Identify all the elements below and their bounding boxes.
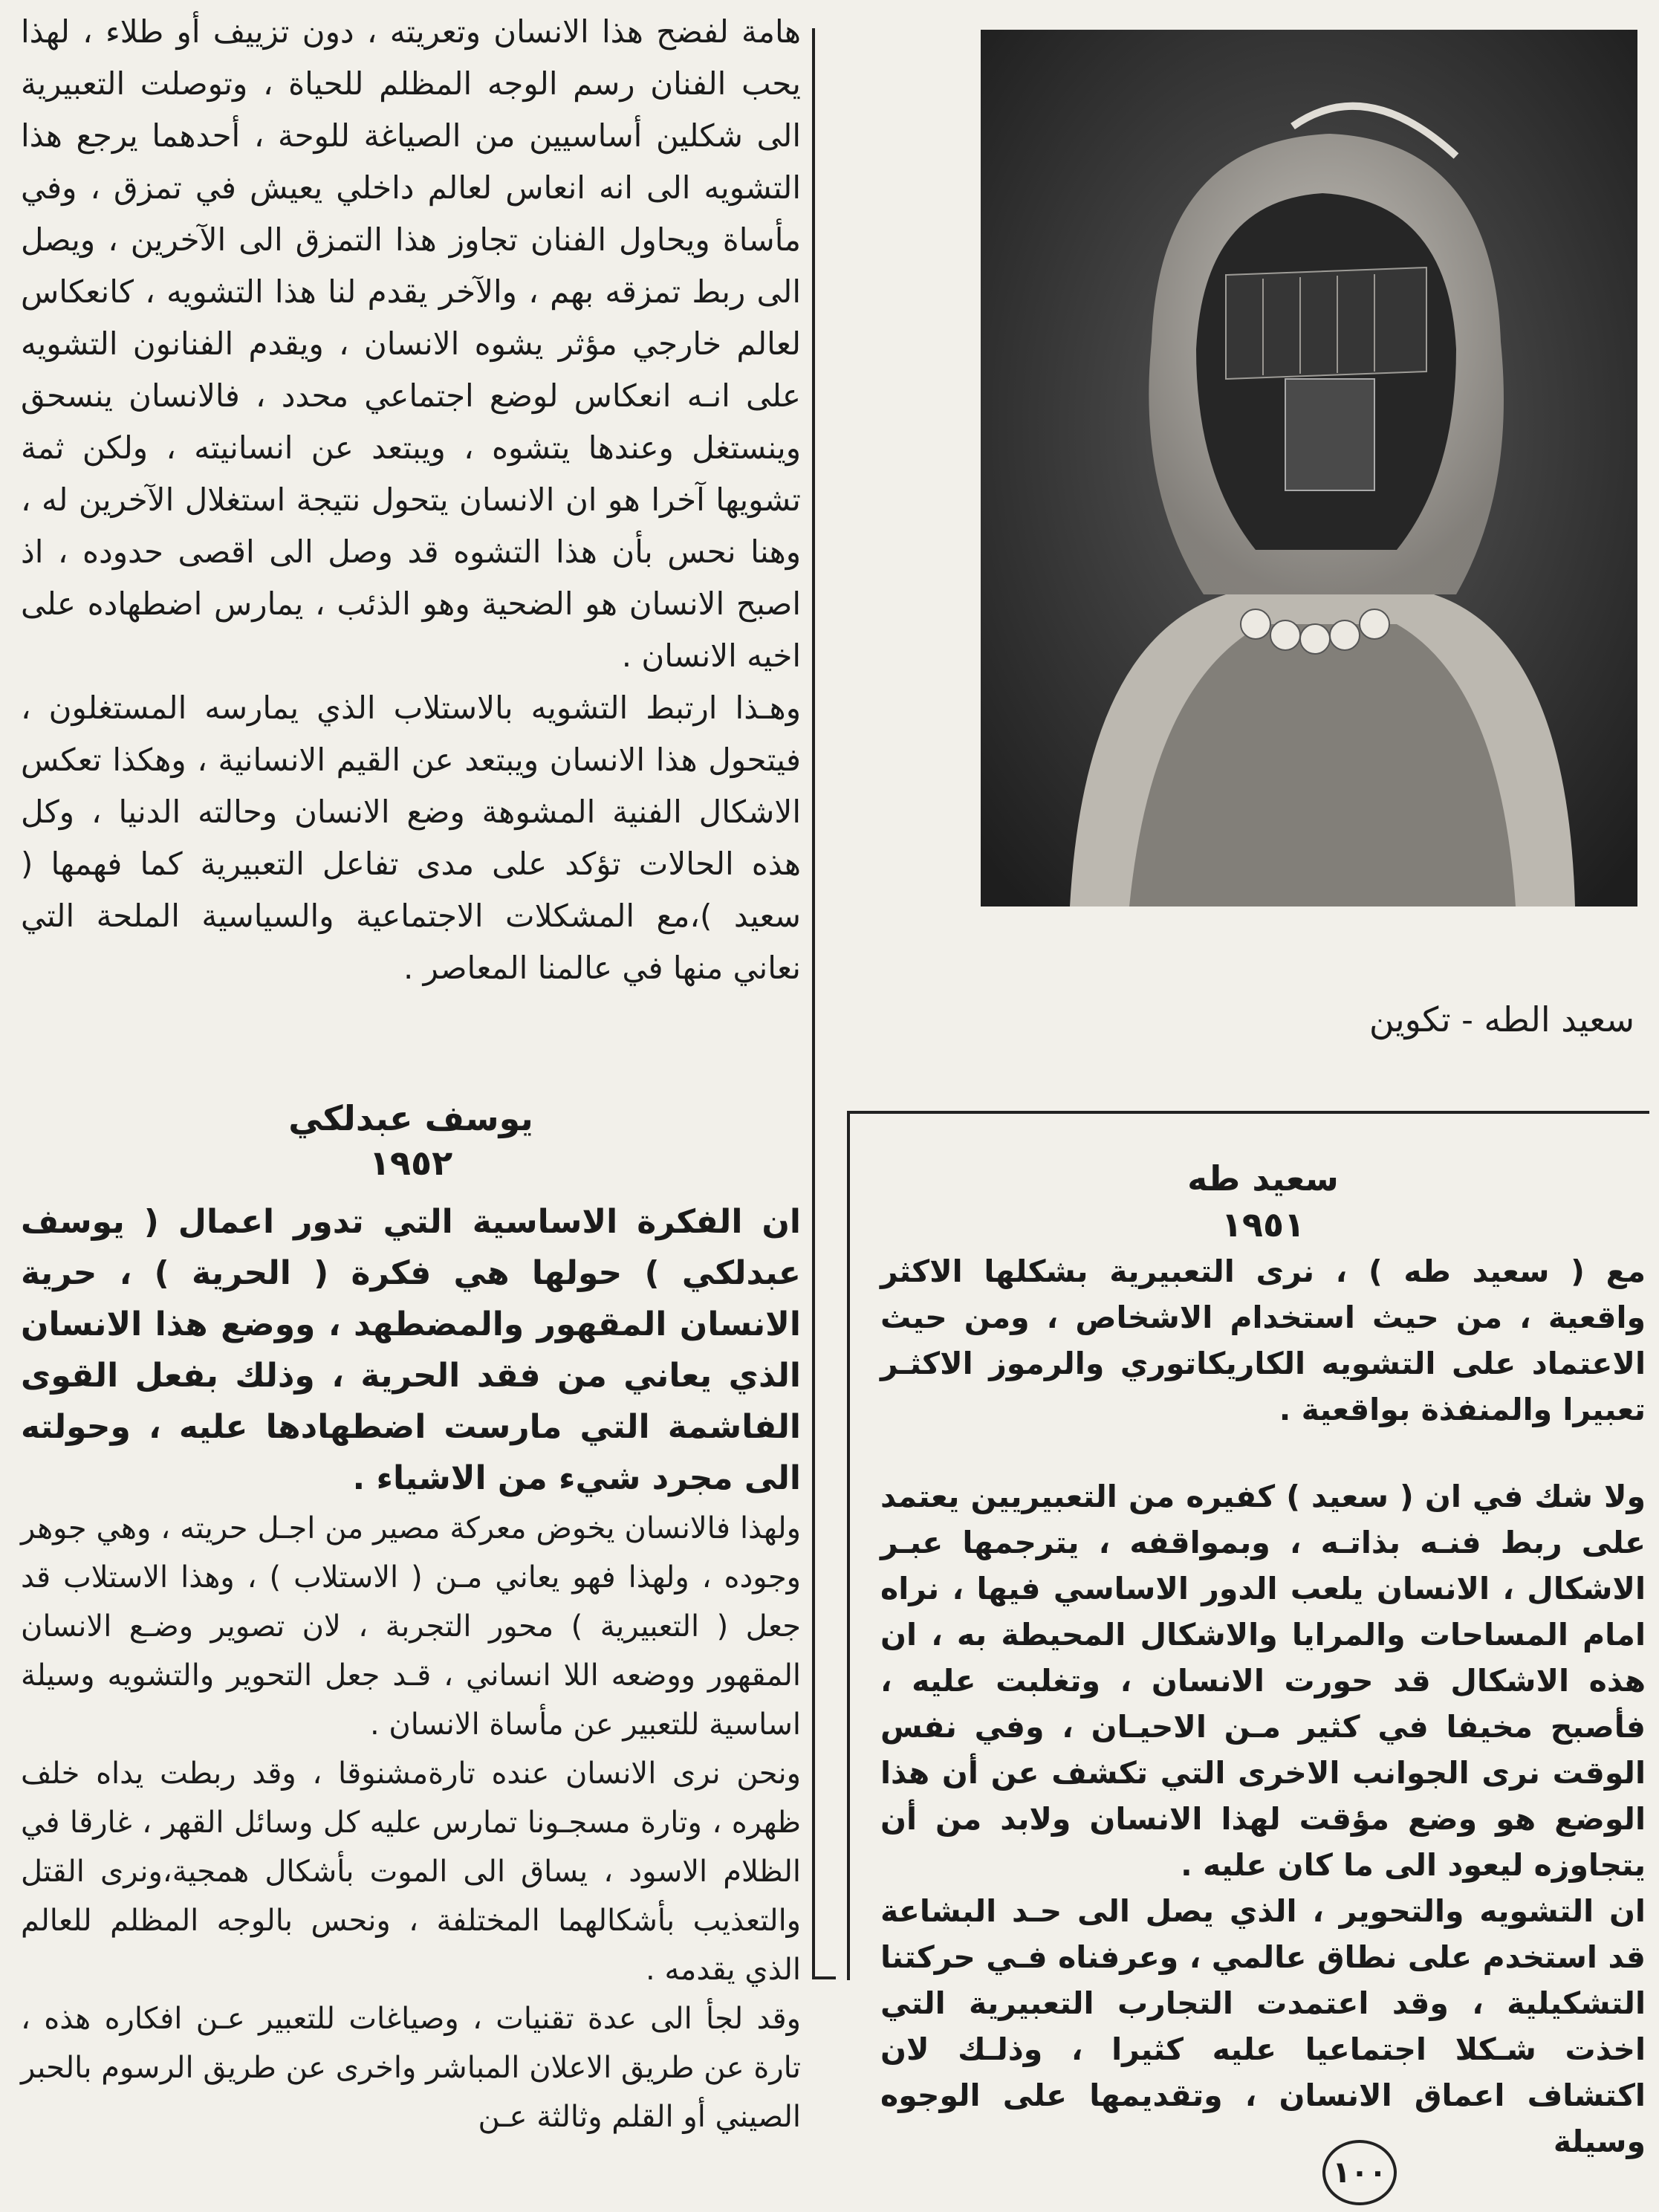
paragraph: ان التشويه والتحوير ، الذي يصل الى حـد البشاعة قد استخدم على نطاق عالمي ، وعرفناه فـي حركتنا التشكيلية ، وقد اعتمدت التجارب التعبيرية التي اخذت شـكلا اجتماعيا عليه كثيرا ، وذلـك لان اكتشاف اعماق الانسان ، وتقديمها على الوجوه وسيلة: [880, 1893, 1646, 2159]
artwork-photo: [981, 30, 1637, 906]
box-border-top: [847, 1111, 1649, 1114]
paragraph: هامة لفضح هذا الانسان وتعريته ، دون تزييف أو طلاء ، لهذا يحب الفنان رسم الوجه المظلم للحياة ، وتوصلت التعبيرية الى شكلين أساسيين من الصياغة للوحة ، أحدهما يرجع هذا التشويه الى انه انعاس لعالم داخلي يعيش في تمزق ، وفي مأساة ويحاول الفنان تجاوز هذا التمزق الى الآخرين ، ويصل الى ربط تمزقه بهم ، والآخر يقدم لنا هذا التشويه ، كانعكاس لعالم خارجي مؤثر يشوه الانسان ، ويقدم الفنانون التشويه على انـه انعكاس لوضع اجتماعي محدد ، فالانسان ينسحق وينستغل وعندها يتشوه ، ويبتعد عن انسانيته ، ولكن ثمة تشويها آخرا هو ان الانسان يتحول نتيجة استغلال الآخرين له ، وهنا نحس بأن هذا التشوه قد وصل الى اقصى حدوده ، اذ اصبح الانسان هو الضحية وهو الذئب ، يمارس اضطهاده على اخيه الانسان .: [21, 13, 801, 674]
paragraph: ولا شك في ان ( سعيد ) كفيره من التعبيريين يعتمد على ربط فنـه بذاتـه ، وبمواقفه ، يترجمها عبـر الاشكال ، الانسان يلعب الدور الاساسي فيها ، نراه امام المساحات والمرايا والاشكال المحيطة به ، ان هذه الاشكال قد حورت الانسان ، وتغلبت عليه ، فأصبح مخيفا في كثير مـن الاحيـان ، وفي نفس الوقت نرى الجوانب الاخرى التي تكشف عن أن هذا الوضع هو وضع مؤقت لهذا الانسان ولابد من أن يتجاوزه ليعود الى ما كان عليه .: [880, 1479, 1646, 1883]
section-heading-saeed-taha: [877, 1155, 1649, 1248]
section-year: ١٩٥١: [1221, 1204, 1305, 1245]
left-column-top-text: [21, 6, 801, 994]
left-column-bottom-text: [21, 1196, 801, 2141]
paragraph: ونحن نرى الانسان عنده تارةمشنوقا ، وقد ربطت يداه خلف ظهره ، وتارة مسجـونا تمارس عليه كل وسائل القهر ، غارقا في الظلام الاسود ، يساق الى الموت بأشكال همجية،ونرى القتل والتعذيب بأشكالهما المختلفة ، ونحس بالوجه المظلم للعالم الذي يقدمه .: [21, 1757, 801, 1987]
section-heading-abdelki: [21, 1096, 801, 1185]
section-title: سعيد طه: [1187, 1158, 1339, 1199]
column-divider-foot: [812, 1976, 836, 1979]
paragraph: وقد لجأ الى عدة تقنيات ، وصياغات للتعبير عـن افكاره هذه ، تارة عن طريق الاعلان المباشر واخرى عن طريق الرسوم بالحبر الصيني أو القلم وثالثة عـن: [21, 2002, 801, 2134]
page-number: ١٠٠: [1322, 2140, 1397, 2205]
column-divider: [812, 28, 815, 1979]
paragraph: ولهذا فالانسان يخوض معركة مصير من اجـل حريته ، وهي جوهر وجوده ، ولهذا فهو يعاني مـن ( الاستلاب ) ، وهذا الاستلاب قد جعل ( التعبيرية ) محور التجربة ، لان تصوير وضـع الانسان المقهور ووضعه اللا انساني ، قـد جعل التحوير والتشويه وسيلة اساسية للتعبير عن مأساة الانسان .: [21, 1511, 801, 1742]
figure-caption: سعيد الطه - تكوين: [1369, 999, 1634, 1039]
right-column-text: [880, 1248, 1646, 2164]
paragraph: وهـذا ارتبط التشويه بالاستلاب الذي يمارسه المستغلون ، فيتحول هذا الانسان ويبتعد عن القيم الانسانية ، وهكذا تعكس الاشكال الفنية المشوهة وضع الانسان وحالته الدنيا ، وكل هذه الحالات تؤكد على مدى تفاعل التعبيرية كما فهمها ( سعيد )،مع المشكلات الاجتماعية والسياسية الملحة التي نعاني منها في عالمنا المعاصر .: [21, 690, 801, 986]
bold-intro-paragraph: ان الفكرة الاساسية التي تدور اعمال ( يوسف عبدلكي ) حولها هي فكرة ( الحرية ) ، حرية الانسان المقهور والمضطهد ، ووضع هذا الانسان الذي يعاني من فقد الحرية ، وذلك بفعل القوى الفاشمة التي مارست اضطهادها عليه ، وحولته الى مجرد شيء من الاشياء .: [21, 1203, 801, 1497]
paragraph: مع ( سعيد طه ) ، نرى التعبيرية بشكلها الاكثر واقعية ، من حيث استخدام الاشخاص ، ومن حيث الاعتماد على التشويه الكاريكاتوري والرموز الاكثـر تعبيرا والمنفذة بواقعية .: [880, 1253, 1646, 1427]
box-border-left: [847, 1111, 850, 1980]
section-title: يوسف عبدلكي: [288, 1098, 533, 1138]
section-year: ١٩٥٢: [369, 1143, 453, 1183]
